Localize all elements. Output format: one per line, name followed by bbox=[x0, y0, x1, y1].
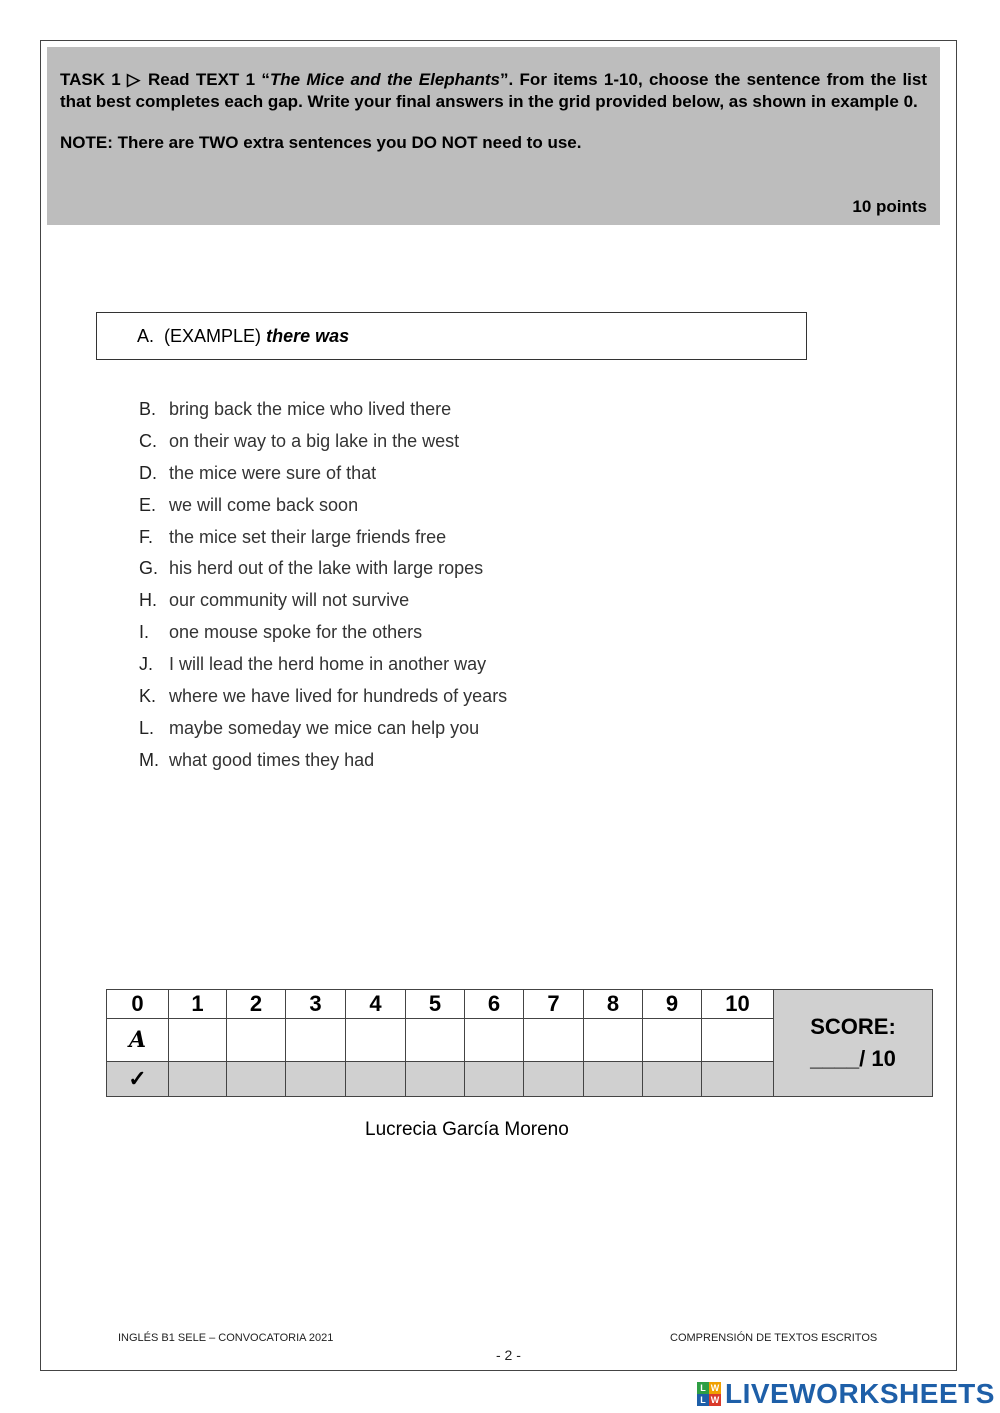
task-instruction-text bbox=[60, 69, 927, 113]
grid-header-1: 1 bbox=[169, 990, 227, 1019]
option-letter: G. bbox=[139, 558, 159, 579]
check-cell-10 bbox=[702, 1062, 774, 1097]
option-item bbox=[139, 716, 507, 748]
grid-header-7: 7 bbox=[524, 990, 584, 1019]
check-cell-7 bbox=[524, 1062, 584, 1097]
check-cell-9 bbox=[643, 1062, 702, 1097]
footer-section-name: COMPRENSIÓN DE TEXTOS ESCRITOS bbox=[670, 1332, 878, 1344]
grid-header-2: 2 bbox=[227, 990, 286, 1019]
logo-tile: W bbox=[710, 1395, 720, 1405]
task-note: NOTE: There are TWO extra sentences you DO NOT need to use. bbox=[60, 133, 582, 152]
check-cell-1 bbox=[169, 1062, 227, 1097]
option-text: bring back the mice who lived there bbox=[169, 399, 452, 419]
option-text: the mice set their large friends free bbox=[169, 526, 447, 547]
option-item bbox=[139, 429, 507, 461]
option-letter: K. bbox=[139, 686, 157, 707]
liveworksheets-logo bbox=[697, 1378, 995, 1410]
grid-header-5: 5 bbox=[406, 990, 465, 1019]
footer-exam-name: INGLÉS B1 SELE – CONVOCATORIA 2021 bbox=[118, 1332, 334, 1344]
check-icon: ✓ bbox=[107, 1062, 169, 1097]
example-letter: A. bbox=[137, 326, 155, 346]
check-cell-8 bbox=[584, 1062, 643, 1097]
check-cell-4 bbox=[346, 1062, 406, 1097]
example-sentence-box bbox=[96, 312, 807, 360]
option-item bbox=[139, 748, 507, 780]
task-prefix: TASK 1 ▷ Read TEXT 1 “ bbox=[60, 70, 270, 89]
option-item bbox=[139, 525, 507, 557]
grid-header-6: 6 bbox=[465, 990, 524, 1019]
option-letter: L. bbox=[139, 717, 155, 738]
score-box bbox=[774, 990, 933, 1097]
answer-cell-10[interactable] bbox=[702, 1019, 774, 1062]
check-cell-2 bbox=[227, 1062, 286, 1097]
grid-header-9: 9 bbox=[643, 990, 702, 1019]
option-item bbox=[139, 588, 507, 620]
option-text: the mice were sure of that bbox=[169, 462, 377, 483]
logo-tile: W bbox=[710, 1383, 720, 1393]
grid-header-0: 0 bbox=[107, 990, 169, 1019]
answer-cell-3[interactable] bbox=[286, 1019, 346, 1062]
option-letter: E. bbox=[139, 494, 157, 515]
option-text: one mouse spoke for the others bbox=[169, 622, 423, 643]
task-points: 10 points bbox=[852, 197, 927, 216]
task-rest: ”. For items 1-10, choose the sentence from the list that best completes each gap. Write your final answers in the grid provided below, as shown in example 0. bbox=[60, 70, 928, 111]
option-letter: D. bbox=[139, 462, 157, 483]
example-label: (EXAMPLE) bbox=[164, 326, 262, 346]
liveworksheets-logo-icon bbox=[697, 1382, 721, 1406]
option-letter: H. bbox=[139, 590, 157, 611]
answer-cell-1[interactable] bbox=[169, 1019, 227, 1062]
option-item bbox=[139, 684, 507, 716]
option-letter: M. bbox=[139, 749, 159, 770]
option-letter: I. bbox=[139, 622, 150, 643]
option-letter: F. bbox=[139, 526, 154, 547]
option-item bbox=[139, 493, 507, 525]
option-item bbox=[139, 652, 507, 684]
answer-grid bbox=[106, 989, 933, 1097]
answer-cell-4[interactable] bbox=[346, 1019, 406, 1062]
logo-tile: L bbox=[697, 1382, 709, 1394]
option-letter: C. bbox=[139, 430, 157, 451]
liveworksheets-logo-text: LIVEWORKSHEETS bbox=[725, 1378, 995, 1409]
check-cell-3 bbox=[286, 1062, 346, 1097]
answer-grid-header-row bbox=[107, 990, 933, 1019]
option-text: what good times they had bbox=[169, 749, 375, 770]
option-letter: B. bbox=[139, 399, 157, 419]
grid-header-10: 10 bbox=[702, 990, 774, 1019]
option-text: where we have lived for hundreds of years bbox=[169, 686, 508, 707]
sentence-options-list bbox=[139, 397, 507, 780]
option-item bbox=[139, 556, 507, 588]
option-text: our community will not survive bbox=[169, 590, 410, 611]
grid-header-8: 8 bbox=[584, 990, 643, 1019]
option-item bbox=[139, 620, 507, 652]
check-cell-6 bbox=[465, 1062, 524, 1097]
option-letter: J. bbox=[139, 654, 154, 675]
answer-cell-7[interactable] bbox=[524, 1019, 584, 1062]
answer-cell-8[interactable] bbox=[584, 1019, 643, 1062]
page-number: - 2 - bbox=[496, 1347, 521, 1363]
option-item bbox=[139, 461, 507, 493]
example-text: there was bbox=[266, 326, 350, 346]
text-title: The Mice and the Elephants bbox=[269, 70, 501, 89]
task-instructions bbox=[47, 47, 940, 225]
score-value: ____/ 10 bbox=[810, 1046, 896, 1071]
answer-cell-2[interactable] bbox=[227, 1019, 286, 1062]
grid-header-4: 4 bbox=[346, 990, 406, 1019]
option-text: we will come back soon bbox=[169, 494, 359, 515]
answer-cell-5[interactable] bbox=[406, 1019, 465, 1062]
example-answer-cell: A bbox=[107, 1019, 169, 1062]
logo-tile: L bbox=[697, 1394, 709, 1406]
answer-cell-6[interactable] bbox=[465, 1019, 524, 1062]
option-item bbox=[139, 397, 507, 429]
option-text: maybe someday we mice can help you bbox=[169, 717, 480, 738]
option-text: on their way to a big lake in the west bbox=[169, 430, 460, 451]
author-name: Lucrecia García Moreno bbox=[365, 1119, 569, 1140]
score-label: SCORE: bbox=[810, 1014, 896, 1039]
check-cell-5 bbox=[406, 1062, 465, 1097]
grid-header-3: 3 bbox=[286, 990, 346, 1019]
answer-cell-9[interactable] bbox=[643, 1019, 702, 1062]
option-text: I will lead the herd home in another way bbox=[169, 654, 487, 675]
option-text: his herd out of the lake with large ropes bbox=[169, 558, 484, 579]
